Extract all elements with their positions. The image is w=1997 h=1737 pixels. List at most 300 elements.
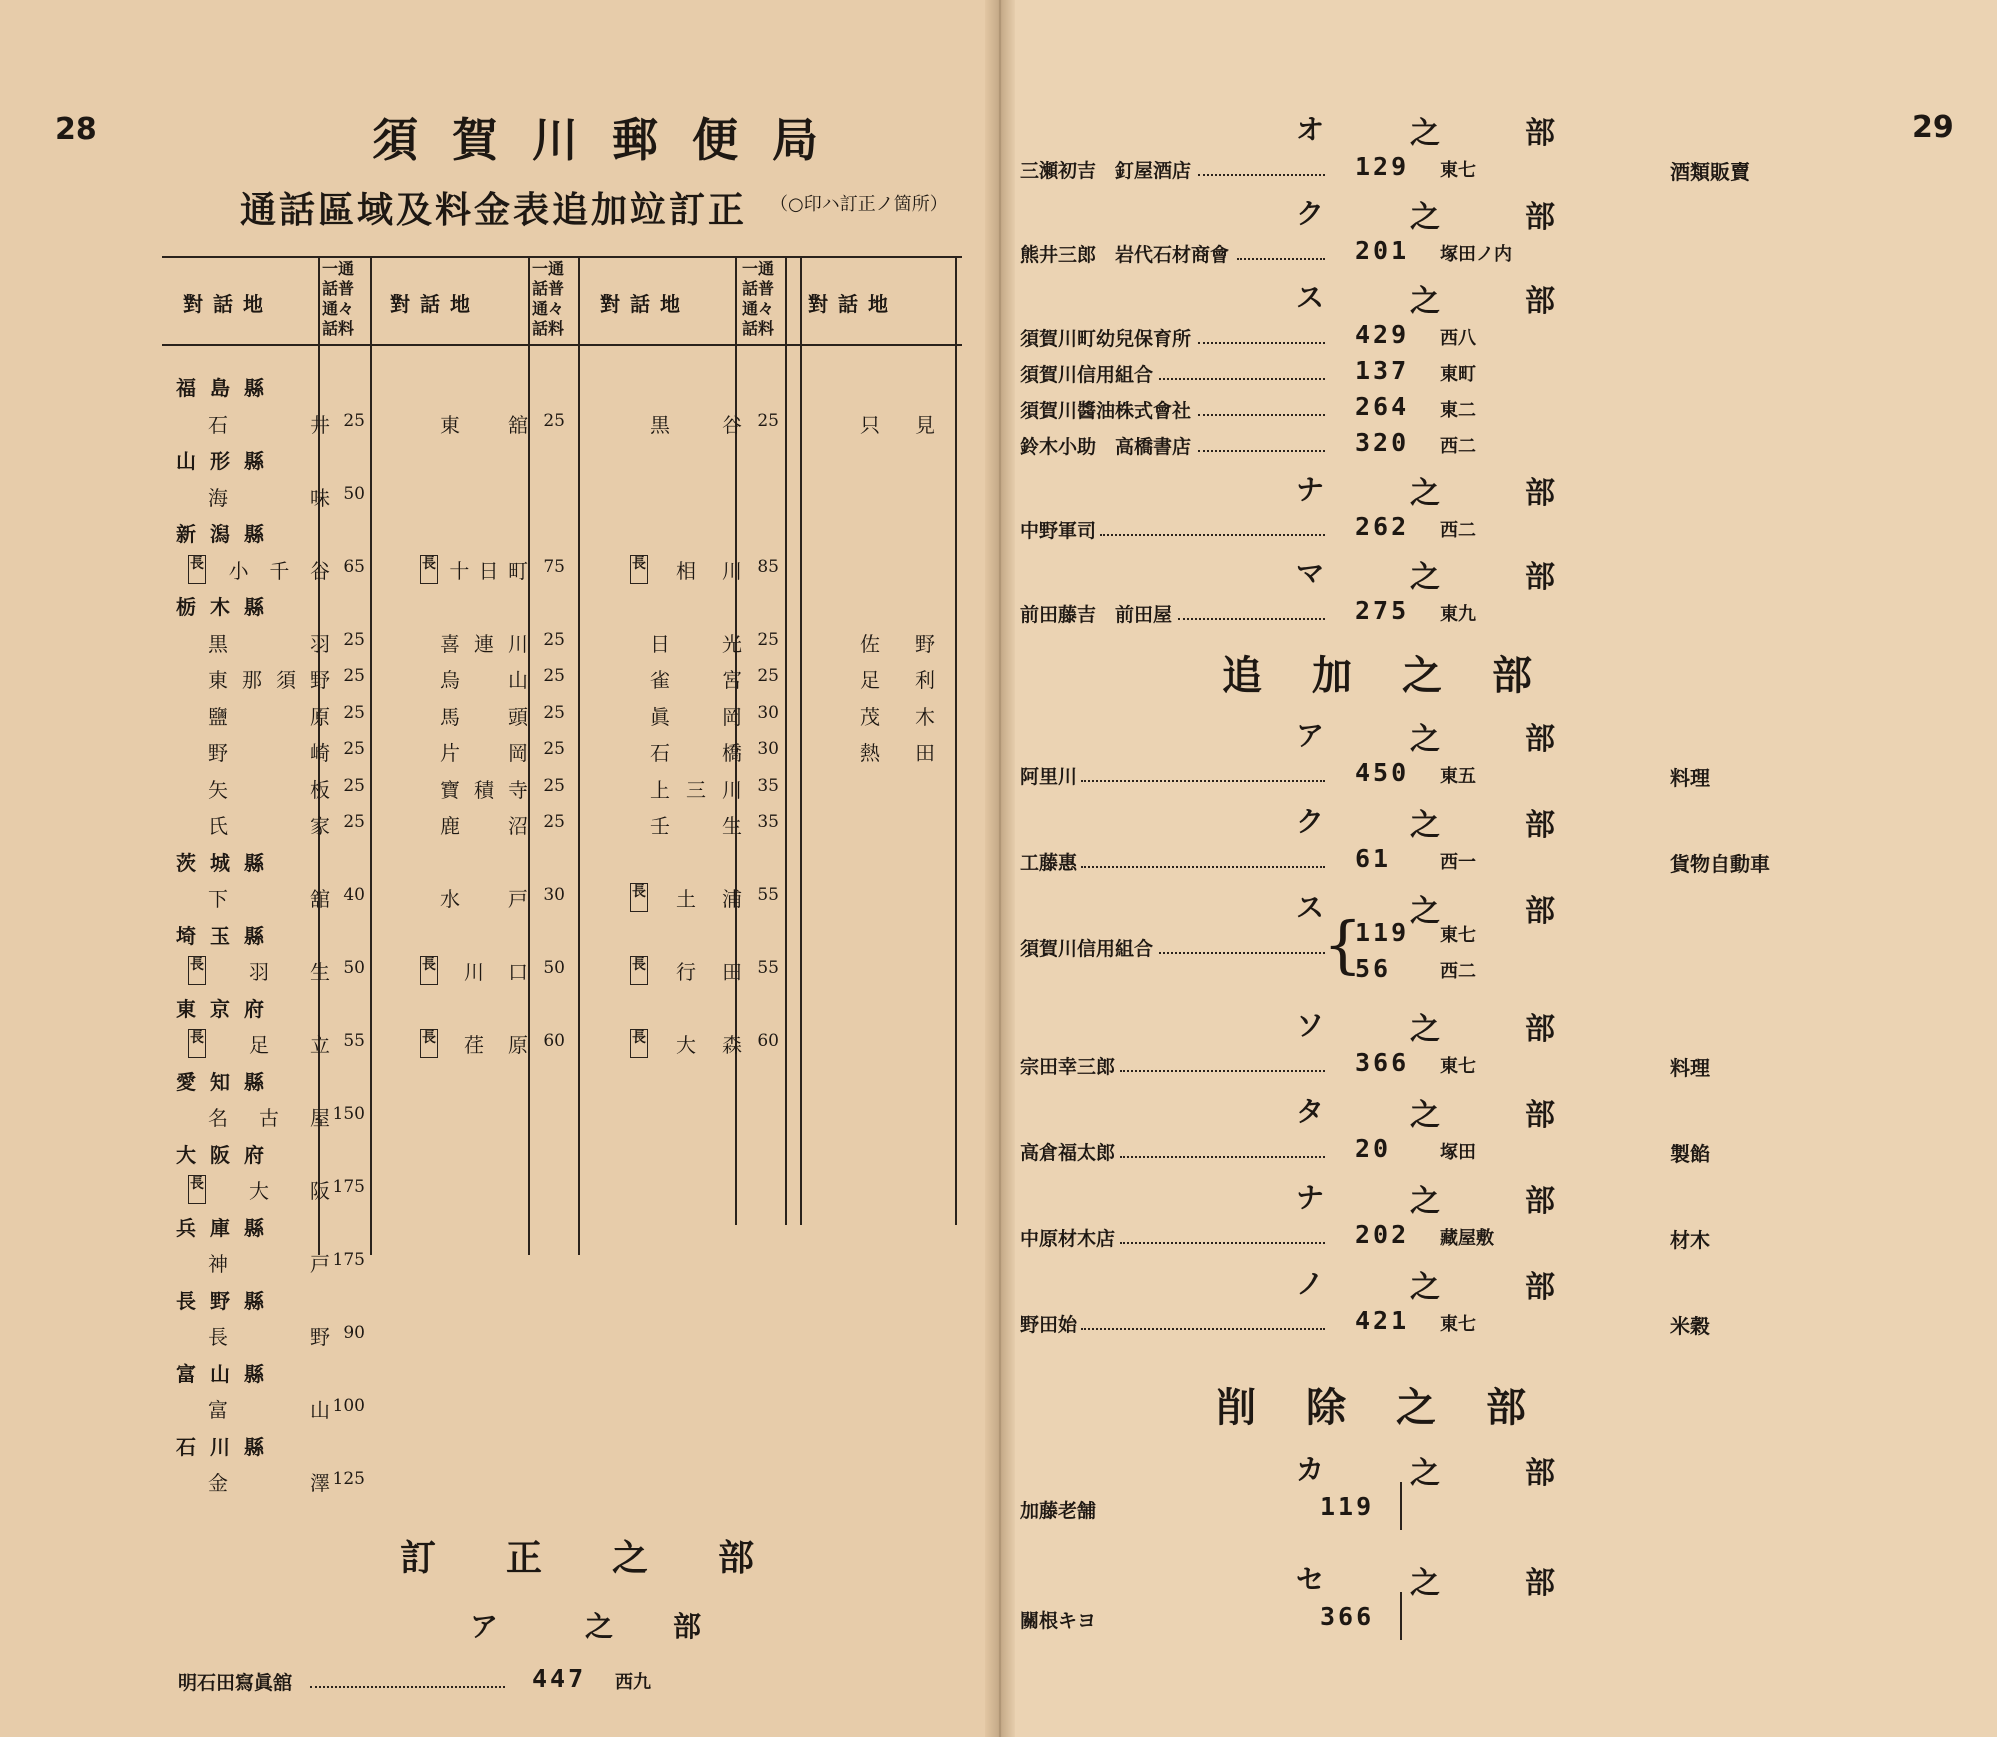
place-char: 那: [242, 668, 262, 692]
entry-number: 137: [1355, 356, 1410, 385]
rate-value: 25: [343, 775, 365, 796]
rate-value: 25: [343, 666, 365, 686]
place-char: 連: [474, 631, 494, 656]
place-char: 千: [269, 558, 290, 583]
dot-leader: [1198, 342, 1326, 344]
place-char: 東: [208, 668, 228, 692]
prefecture-label: 山形縣: [176, 449, 278, 473]
long-distance-mark: 長: [630, 883, 648, 912]
place-char: 宮: [722, 668, 742, 692]
column-header-rate: 一通: [532, 259, 565, 278]
place-char: 田: [915, 741, 935, 765]
entry-number: 20: [1355, 1134, 1392, 1163]
correction-heading: 訂正之部: [400, 1537, 825, 1579]
rate-value: 50: [343, 483, 365, 504]
entry-name: 工藤惠: [1020, 852, 1078, 874]
place-char: 小: [228, 558, 249, 583]
place-char: 古: [259, 1106, 279, 1130]
place-char: 川: [464, 960, 484, 984]
place-char: 川: [722, 558, 742, 583]
page-title: 須賀川郵便局: [372, 113, 852, 167]
place-char: 原: [310, 704, 330, 729]
column-header-rate: 通々: [742, 299, 775, 318]
rate-value: 25: [543, 410, 565, 431]
entry-name: 野田始: [1020, 1314, 1078, 1336]
dot-leader: [1081, 780, 1326, 782]
place-char: 佐: [860, 631, 880, 656]
entry-name: 阿里川: [1020, 766, 1078, 788]
rate-value: 60: [543, 1031, 565, 1051]
table-column-rule: [800, 256, 802, 1225]
entry-number: 202: [1355, 1220, 1410, 1249]
place-char: 眞: [650, 704, 670, 729]
entry-number: 429: [1355, 320, 1410, 349]
long-distance-mark: 長: [630, 956, 648, 985]
entry-number: 56: [1355, 954, 1392, 983]
place-char: 戸: [508, 887, 528, 911]
place-char: 水: [440, 887, 460, 911]
place-char: 岡: [508, 741, 528, 765]
entry-name: 前田藤吉 前田屋: [1020, 604, 1173, 626]
dot-leader: [1159, 378, 1326, 380]
column-header-rate: 話料: [322, 319, 355, 338]
entry-name: 高倉福太郎: [1020, 1142, 1116, 1164]
place-char: 野: [310, 1325, 330, 1349]
rate-value: 30: [543, 885, 565, 905]
table-column-rule: [955, 256, 957, 1225]
section-kana: セ: [1296, 1563, 1325, 1596]
section-suffix: 之部: [1410, 476, 1640, 511]
rate-value: 125: [332, 1469, 365, 1489]
rate-value: 85: [757, 556, 779, 577]
column-header-rate: 話料: [742, 319, 775, 338]
business-type: 米穀: [1670, 1314, 1710, 1338]
place-name-黒谷: [650, 409, 742, 438]
place-name-東那須野: [208, 664, 330, 693]
place-char: 生: [722, 814, 742, 838]
rate-value: 100: [332, 1396, 365, 1416]
entry-number: 119: [1320, 1492, 1375, 1521]
entry-name: 須賀川町幼兒保育所: [1020, 328, 1192, 350]
place-char: 大: [676, 1033, 696, 1057]
place-char: 頭: [508, 704, 528, 729]
rate-value: 25: [343, 739, 365, 759]
rate-value: 35: [757, 812, 779, 832]
place-char: 山: [310, 1398, 330, 1422]
section-suffix: 之部: [1410, 894, 1640, 929]
place-name-長野: [208, 1321, 330, 1350]
place-char: 町: [507, 558, 528, 583]
place-char: 相: [676, 558, 696, 583]
place-char: 東: [440, 412, 460, 437]
place-char: 寶: [440, 777, 460, 802]
place-char: 味: [310, 485, 330, 510]
business-type: 製餡: [1670, 1142, 1710, 1166]
place-name-相川: [630, 555, 742, 584]
prefecture-label: 茨城縣: [176, 850, 278, 875]
rate-value: 30: [757, 739, 779, 759]
place-char: 神: [208, 1252, 228, 1276]
place-char: 足: [860, 668, 880, 692]
table-header-rule: [162, 344, 962, 346]
section-kana: ス: [1296, 891, 1325, 924]
rate-value: 55: [757, 885, 779, 905]
place-char: 屋: [310, 1106, 330, 1130]
rate-value: 25: [757, 410, 779, 431]
prefecture-label: 長野縣: [176, 1288, 278, 1313]
place-char: 光: [722, 631, 742, 656]
section-suffix: 之部: [1410, 560, 1640, 595]
column-header-rate: 話料: [532, 319, 565, 338]
place-char: 上: [650, 777, 670, 802]
rate-value: 55: [343, 1031, 365, 1051]
dot-leader: [1237, 258, 1326, 260]
rate-value: 50: [543, 958, 565, 978]
place-char: 熱: [860, 741, 880, 765]
entry-number: 421: [1355, 1306, 1410, 1335]
place-char: 日: [478, 558, 499, 583]
section-suffix: 之部: [1410, 1270, 1640, 1305]
place-name-野崎: [208, 737, 330, 766]
section-suffix: 之部: [1410, 1098, 1640, 1133]
page-number-left: 28: [55, 112, 97, 147]
rate-value: 25: [543, 629, 565, 650]
place-name-小千谷: [188, 555, 330, 584]
place-char: 板: [310, 777, 330, 802]
entry-exchange: 西二: [1440, 961, 1476, 982]
section-suffix: 之部: [1410, 808, 1640, 843]
entry-exchange: 東五: [1440, 766, 1476, 787]
rate-value: 40: [343, 885, 365, 905]
place-name-石橋: [650, 737, 742, 766]
place-char: 下: [208, 887, 228, 911]
dot-leader: [1081, 866, 1326, 868]
prefecture-label: 新潟縣: [176, 522, 278, 546]
place-char: 喜: [440, 631, 460, 656]
place-char: 口: [508, 960, 528, 984]
place-name-熱田: [860, 737, 935, 766]
long-distance-mark: 長: [188, 1175, 206, 1204]
place-char: 壬: [650, 814, 670, 838]
section-kana: ノ: [1296, 1267, 1325, 1300]
place-char: 阪: [310, 1179, 330, 1203]
entry-name: 須賀川信用組合: [1020, 364, 1154, 386]
column-header-place: 對話地: [183, 292, 273, 316]
column-header-place: 對話地: [600, 292, 690, 316]
place-char: 雀: [650, 668, 670, 692]
section-suffix: 之部: [1410, 200, 1640, 235]
business-type: 酒類販賣: [1670, 160, 1750, 184]
prefecture-label: 福島縣: [176, 376, 278, 400]
section-kana: ナ: [1296, 1181, 1325, 1214]
section-kana: カ: [1296, 1453, 1325, 1486]
place-name-日光: [650, 628, 742, 657]
place-name-烏山: [440, 664, 528, 693]
place-char: 野: [915, 631, 935, 656]
table-column-rule: [578, 256, 580, 1255]
rate-value: 25: [343, 702, 365, 723]
business-type: 料理: [1670, 1056, 1710, 1080]
rate-value: 25: [543, 702, 565, 723]
place-name-羽生: [188, 956, 330, 985]
prefecture-label: 栃木縣: [176, 595, 278, 619]
table-top-rule: [162, 256, 962, 258]
rate-value: 75: [543, 556, 565, 577]
entry-exchange: 東九: [1440, 604, 1476, 625]
business-type: 貨物自動車: [1670, 852, 1770, 876]
place-char: 只: [860, 412, 880, 437]
place-char: 足: [249, 1033, 269, 1057]
place-char: 富: [208, 1398, 228, 1422]
entry-exchange: 西二: [1440, 436, 1476, 457]
entry-exchange: 塚田: [1440, 1142, 1476, 1163]
place-name-上三川: [650, 774, 742, 803]
column-header-rate: 話普: [742, 279, 775, 298]
prefecture-label: 富山縣: [176, 1361, 278, 1386]
correction-note: （○印ハ訂正ノ箇所）: [770, 194, 948, 215]
place-char: 岡: [722, 704, 742, 729]
place-char: 大: [249, 1179, 269, 1203]
rate-value: 25: [543, 666, 565, 686]
section-kana: ク: [1296, 805, 1325, 838]
prefecture-label: 埼玉縣: [176, 923, 278, 948]
place-char: 片: [440, 741, 460, 765]
place-char: 森: [722, 1033, 742, 1057]
place-char: 谷: [722, 412, 742, 437]
section-suffix: 之部: [1410, 722, 1640, 757]
place-char: 木: [915, 704, 935, 729]
place-char: 寺: [508, 777, 528, 802]
place-name-東舘: [440, 409, 528, 438]
dot-leader: [1081, 1328, 1326, 1330]
place-char: 矢: [208, 777, 228, 802]
place-name-鹽原: [208, 701, 330, 730]
rate-value: 25: [343, 410, 365, 431]
place-char: 井: [310, 412, 330, 437]
deletion-bar: [1400, 1482, 1402, 1530]
place-name-荏原: [420, 1029, 528, 1058]
long-distance-mark: 長: [420, 956, 438, 985]
place-char: 舘: [508, 412, 528, 437]
place-char: 舘: [310, 887, 330, 911]
dot-leader: [1198, 414, 1326, 416]
dot-leader: [1120, 1242, 1326, 1244]
book-gutter: [985, 0, 1015, 1737]
place-char: 金: [208, 1471, 228, 1495]
entry-name: 熊井三郎 岩代石材商會: [1020, 244, 1230, 266]
entry-number: 61: [1355, 844, 1392, 873]
long-distance-mark: 長: [420, 555, 438, 584]
dot-leader: [1198, 450, 1326, 452]
page-subtitle: 通話區域及料金表追加竝訂正: [240, 189, 748, 231]
place-char: 田: [722, 960, 742, 984]
section-kana: マ: [1296, 557, 1325, 590]
place-char: 鹿: [440, 814, 460, 838]
place-name-石井: [208, 409, 330, 438]
rate-value: 25: [543, 812, 565, 832]
place-char: 海: [208, 485, 228, 510]
place-char: 氏: [208, 814, 228, 838]
rate-value: 35: [757, 775, 779, 796]
place-char: 沼: [508, 814, 528, 838]
place-name-金澤: [208, 1467, 330, 1496]
rate-value: 60: [757, 1031, 779, 1051]
place-char: 羽: [249, 960, 269, 984]
place-char: 浦: [722, 887, 742, 911]
place-char: 積: [474, 777, 494, 802]
place-char: 石: [208, 412, 228, 437]
section-kana: ス: [1296, 281, 1325, 314]
correction-suffix: 之部: [585, 1610, 762, 1643]
column-header-rate: 一通: [322, 259, 355, 278]
rate-value: 50: [343, 958, 365, 978]
place-char: 黒: [650, 412, 670, 437]
long-distance-mark: 長: [630, 555, 648, 584]
prefecture-label: 大阪府: [176, 1142, 278, 1167]
section-suffix: 之部: [1410, 116, 1640, 151]
place-name-海味: [208, 482, 330, 511]
column-header-rate: 通々: [322, 299, 355, 318]
section-kana: ナ: [1296, 473, 1325, 506]
section-suffix: 之部: [1410, 1012, 1640, 1047]
rate-value: 150: [332, 1104, 365, 1124]
place-char: 十: [449, 558, 470, 583]
place-name-下舘: [208, 883, 330, 912]
place-name-土浦: [630, 883, 742, 912]
place-name-富山: [208, 1394, 330, 1423]
place-name-氏家: [208, 810, 330, 839]
place-char: 野: [310, 668, 330, 692]
entry-exchange: 東七: [1440, 1314, 1476, 1335]
place-char: 烏: [440, 668, 460, 692]
place-char: 橋: [722, 741, 742, 765]
entry-exchange: 東二: [1440, 400, 1476, 421]
correction-entry-name: 明石田寫眞舘: [178, 1672, 293, 1694]
place-char: 家: [310, 814, 330, 838]
section-suffix: 之部: [1410, 284, 1640, 319]
section-suffix: 之部: [1410, 1456, 1640, 1491]
business-type: 材木: [1670, 1228, 1710, 1252]
right-page: [1000, 0, 1997, 1737]
entry-number: 262: [1355, 512, 1410, 541]
rate-value: 25: [343, 812, 365, 832]
place-char: 利: [915, 668, 935, 692]
entry-name: 加藤老舗: [1020, 1500, 1097, 1522]
rate-value: 25: [343, 629, 365, 650]
place-name-寶積寺: [440, 774, 528, 803]
rate-value: 25: [757, 666, 779, 686]
place-name-片岡: [440, 737, 528, 766]
column-header-place: 對話地: [808, 292, 898, 316]
place-name-鹿沼: [440, 810, 528, 839]
prefecture-label: 愛知縣: [176, 1069, 278, 1094]
column-header-rate: 通々: [532, 299, 565, 318]
column-header-rate: 一通: [742, 259, 775, 278]
business-type: 料理: [1670, 766, 1710, 790]
entry-exchange: 藏屋敷: [1440, 1228, 1494, 1249]
prefecture-label: 東京府: [176, 996, 278, 1021]
place-char: 荏: [464, 1033, 484, 1057]
place-char: 崎: [310, 741, 330, 765]
place-name-名古屋: [208, 1102, 330, 1131]
entry-exchange: 東七: [1440, 1056, 1476, 1077]
place-name-喜連川: [440, 628, 528, 657]
entry-number: 366: [1320, 1602, 1375, 1631]
entry-number: 264: [1355, 392, 1410, 421]
entry-number: 129: [1355, 152, 1410, 181]
place-char: 野: [208, 741, 228, 765]
entry-name: 中野軍司: [1020, 520, 1097, 542]
correction-entry-exchange: 西九: [615, 1672, 651, 1693]
entry-exchange: 東七: [1440, 925, 1476, 946]
section-kana: ア: [1296, 719, 1325, 752]
place-char: 名: [208, 1106, 228, 1130]
place-char: 茂: [860, 704, 880, 729]
place-char: 須: [276, 668, 296, 692]
long-distance-mark: 長: [188, 555, 206, 584]
place-char: 鹽: [208, 704, 228, 729]
place-char: 日: [650, 631, 670, 656]
section-kana: オ: [1296, 113, 1325, 146]
addition-heading: 追加之部: [1222, 652, 1582, 699]
long-distance-mark: 長: [420, 1029, 438, 1058]
place-name-壬生: [650, 810, 742, 839]
place-char: 立: [310, 1033, 330, 1057]
place-char: 川: [508, 631, 528, 656]
place-char: 澤: [310, 1471, 330, 1495]
deletion-heading: 削除之部: [1216, 1384, 1576, 1431]
place-char: 山: [508, 668, 528, 692]
entry-exchange: 西八: [1440, 328, 1476, 349]
place-char: 羽: [310, 631, 330, 656]
entry-name: 中原材木店: [1020, 1228, 1116, 1250]
entry-name: 宗田幸三郎: [1020, 1056, 1116, 1078]
rate-value: 175: [332, 1177, 365, 1197]
section-kana: タ: [1296, 1095, 1325, 1128]
place-char: 谷: [309, 558, 330, 583]
rate-value: 90: [343, 1323, 365, 1343]
place-name-雀宮: [650, 664, 742, 693]
deletion-bar: [1400, 1592, 1402, 1640]
correction-kana: ア: [470, 1610, 499, 1643]
place-name-水戸: [440, 883, 528, 912]
place-char: 黒: [208, 631, 228, 656]
entry-number: 320: [1355, 428, 1410, 457]
entry-name: 三瀬初吉 釘屋酒店: [1020, 160, 1192, 182]
place-char: 長: [208, 1325, 228, 1349]
place-name-行田: [630, 956, 742, 985]
place-name-大森: [630, 1029, 742, 1058]
entry-name: 鈴木小助 高橋書店: [1020, 436, 1192, 458]
table-column-rule: [785, 256, 787, 1225]
place-name-黒羽: [208, 628, 330, 657]
place-char: 石: [650, 741, 670, 765]
page-number-right: 29: [1912, 110, 1954, 145]
place-char: 見: [915, 412, 935, 437]
entry-name: 須賀川醬油株式會社: [1020, 400, 1192, 422]
rate-value: 30: [757, 702, 779, 723]
place-name-大阪: [188, 1175, 330, 1204]
place-name-十日町: [420, 555, 528, 584]
rate-value: 55: [757, 958, 779, 978]
entry-name: 關根キヨ: [1020, 1610, 1097, 1632]
correction-entry-number: 447: [532, 1664, 587, 1693]
place-name-矢板: [208, 774, 330, 803]
dot-leader: [1120, 1156, 1326, 1158]
entry-number: 201: [1355, 236, 1410, 265]
long-distance-mark: 長: [188, 1029, 206, 1058]
column-header-place: 對話地: [390, 292, 480, 316]
